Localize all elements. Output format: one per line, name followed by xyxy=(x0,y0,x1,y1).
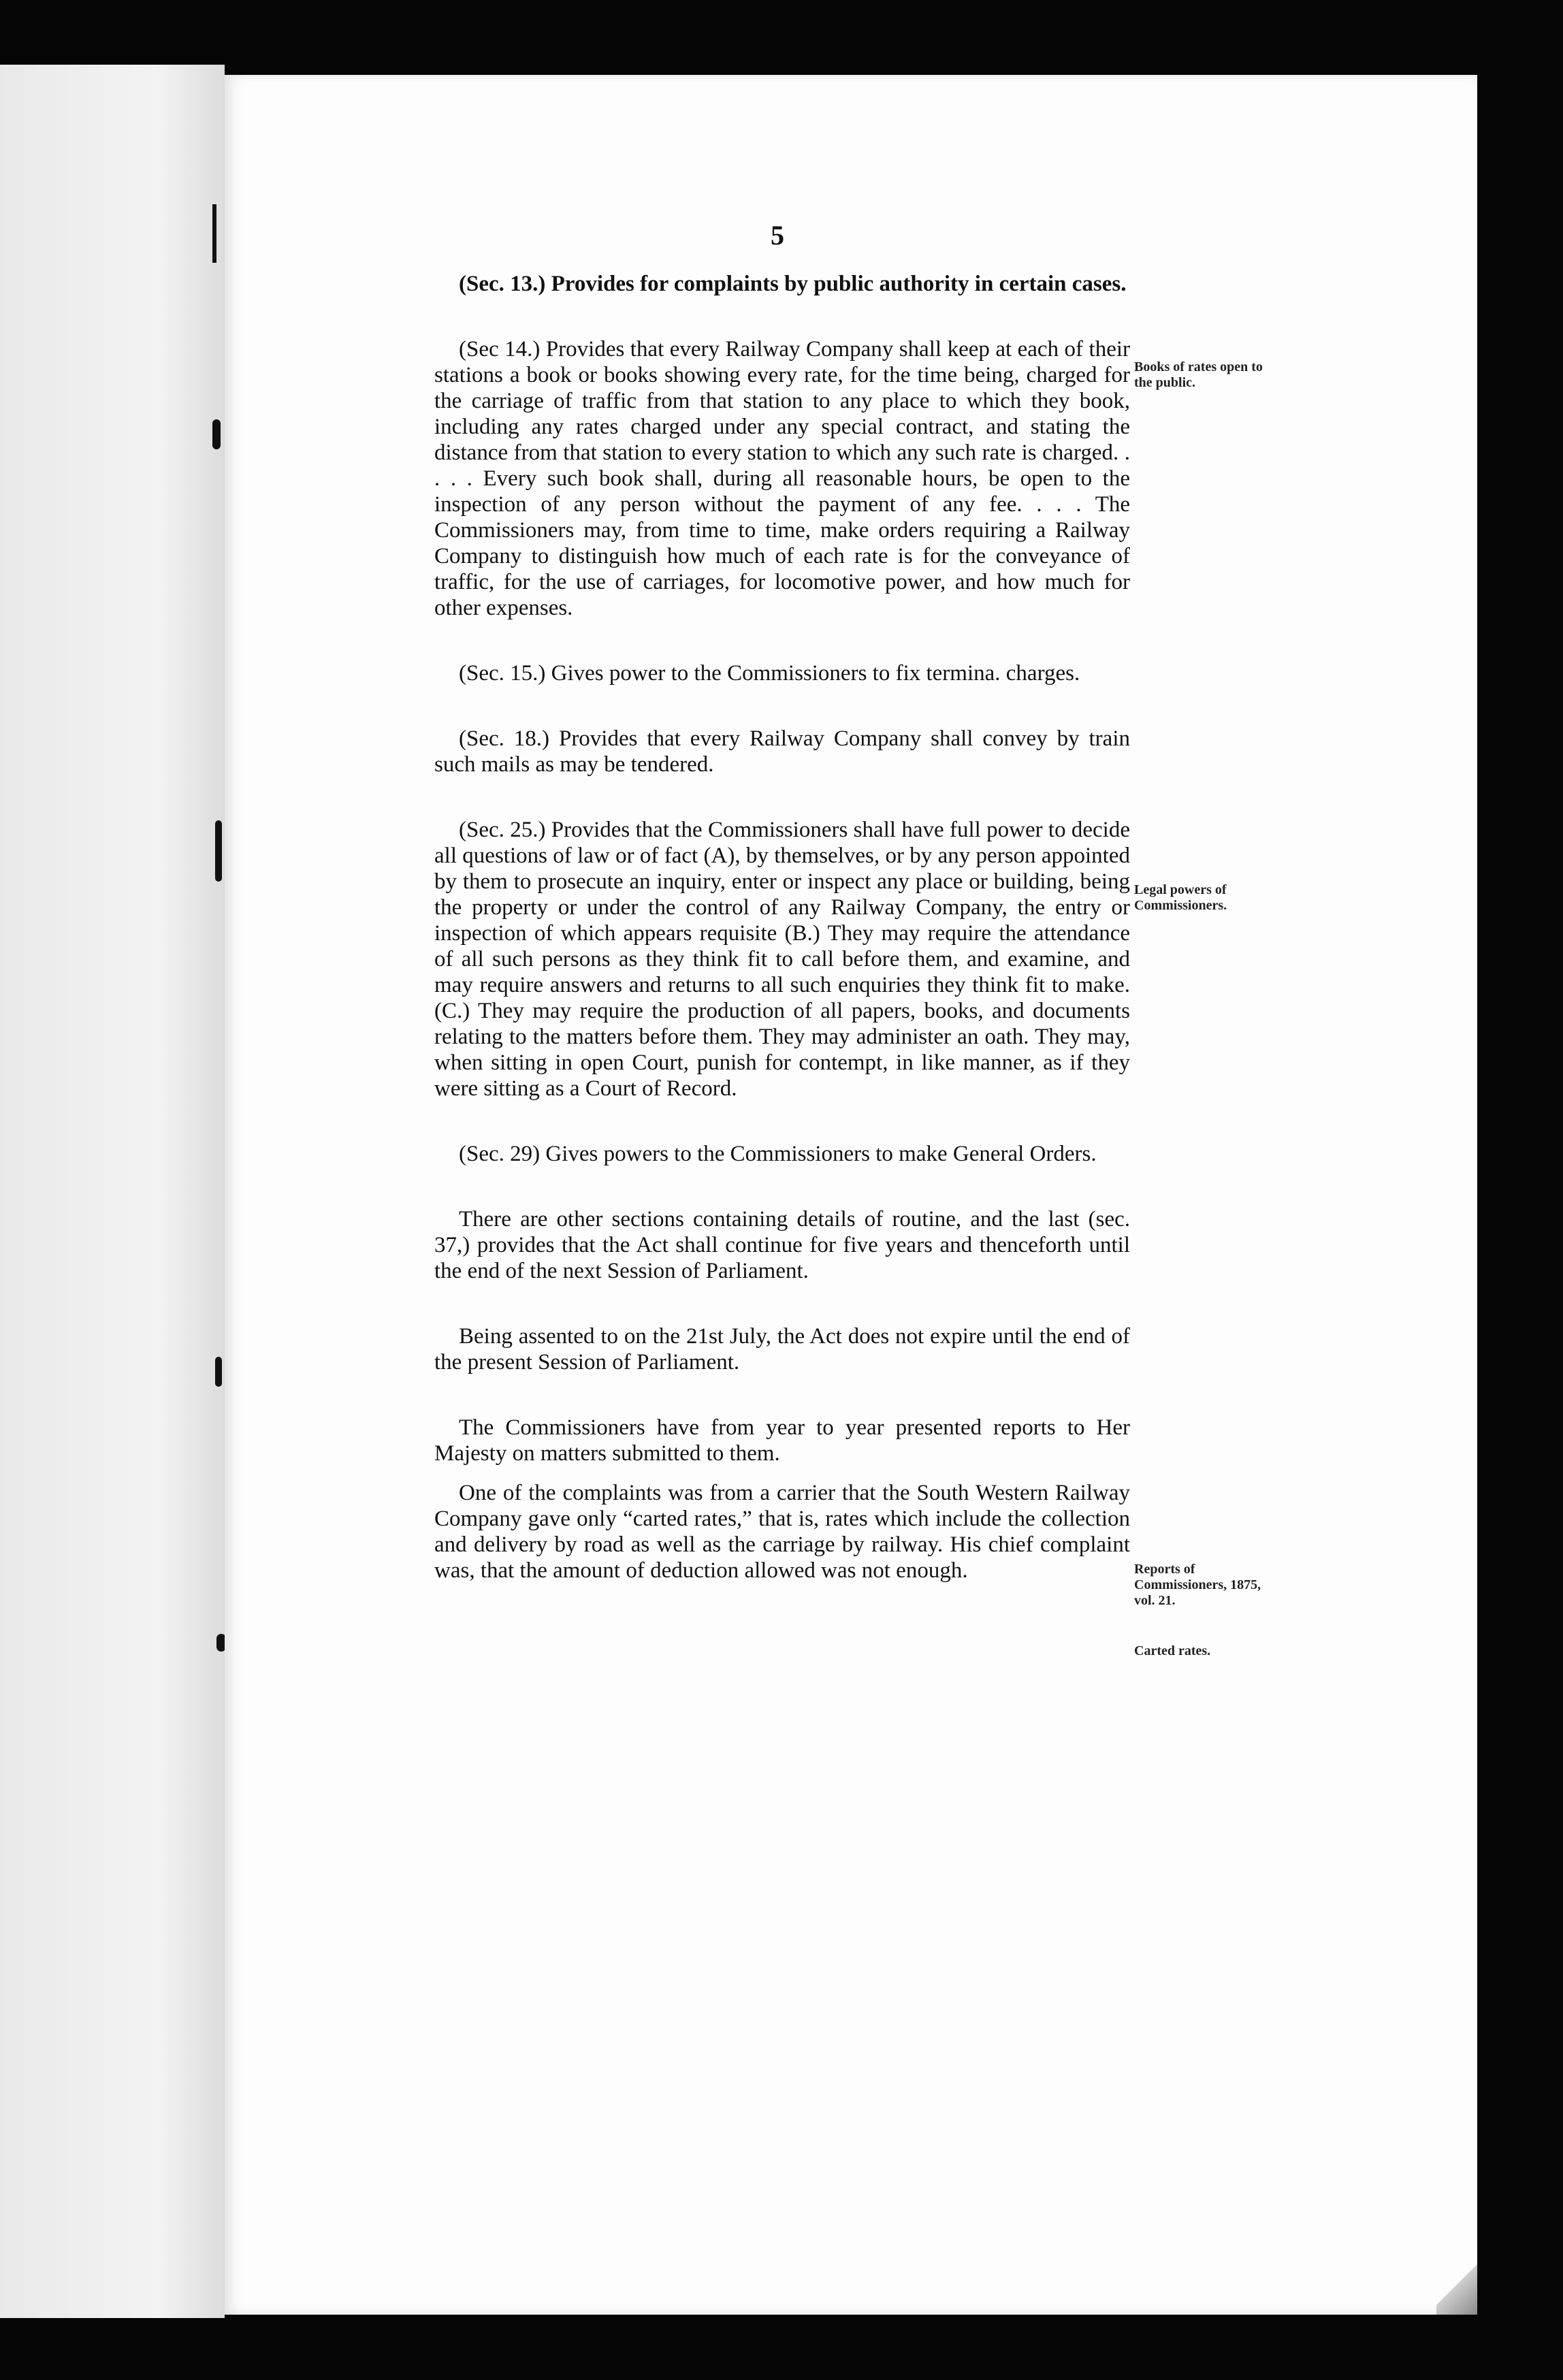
paragraph-assent: Being assented to on the 21st July, the Act does not expire until the end of the present Session of Parliament. xyxy=(434,1324,1130,1374)
facing-page-edge xyxy=(0,65,225,2318)
binding-mark xyxy=(215,1357,222,1387)
paragraph-sec-15: (Sec. 15.) Gives power to the Commissioners to fix termina. charges. xyxy=(459,661,1080,686)
paragraph-carted-rates: One of the complaints was from a carrier that the South Western Railway Company gave only “carted rates,” that is, rates which include the collection and delivery by road as well as the carriage by railway. His chief complaint was, that the amount of deduction allowed was not enough. xyxy=(434,1481,1130,1583)
sidenote-books-of-rates: Books of rates open to the public. xyxy=(1134,359,1263,390)
binding-mark xyxy=(215,820,222,882)
paragraph-sec-29: (Sec. 29) Gives powers to the Commissioners to make General Orders. xyxy=(459,1142,1097,1166)
paragraph-reports: The Commissioners have from year to year presented reports to Her Majesty on matters submitted to them. xyxy=(434,1415,1130,1466)
binding-mark xyxy=(212,204,216,263)
paragraph-sec-13: (Sec. 13.) Provides for complaints by public authority in certain cases. xyxy=(459,272,1127,296)
paragraph-sec-18: (Sec. 18.) Provides that every Railway Company shall convey by train such mails as may be tendered. xyxy=(434,726,1130,777)
page-number: 5 xyxy=(771,220,784,251)
page-corner-fold xyxy=(1436,2253,1477,2315)
paragraph-sec-25: (Sec. 25.) Provides that the Commissioners shall have full power to decide all questions of law or of fact (A), by themselves, or by any person appointed by them to prosecute an inquiry, enter or inspect any place or building, being the property or under the control of any Railway Company, the entry or inspection of which appears requisite (B.) They may require the attendance of all such persons as they think fit to call before them, and examine, and may require answers and returns to all such enquiries they think fit to make. (C.) They may require the production of all papers, books, and documents relating to the matters before them. They may administer an oath. They may, when sitting in open Court, punish for contempt, in like manner, as if they were sitting as a Court of Record. xyxy=(434,818,1130,1101)
main-text xyxy=(434,271,1130,1623)
sidenote-legal-powers: Legal powers of Commissioners. xyxy=(1134,882,1227,913)
paragraph-sec-14: (Sec 14.) Provides that every Railway Company shall keep at each of their stations a book or books showing every rate, for the time being, charged for the carriage of traffic from that station to any place to which they book, including any rates charged under any special contract, and stating the distance from that station to every station to which any such rate is charged. . . . . Every such book shall, during all reasonable hours, be open to the inspection of any person without the payment of any fee. . . . The Commissioners may, from time to time, make orders requiring a Railway Company to distinguish how much of each rate is for the conveyance of traffic, for the use of carriages, for locomotive power, and how much for other expenses. xyxy=(434,337,1130,620)
binding-mark xyxy=(212,419,221,449)
sidenote-carted-rates: Carted rates. xyxy=(1134,1643,1211,1658)
sidenote-reports: Reports of Commissioners, 1875, vol. 21. xyxy=(1134,1562,1261,1608)
paragraph-other-sections: There are other sections containing details of routine, and the last (sec. 37,) provides that the Act shall continue for five years and thenceforth until the end of the next Session of Parliament. xyxy=(434,1207,1130,1283)
